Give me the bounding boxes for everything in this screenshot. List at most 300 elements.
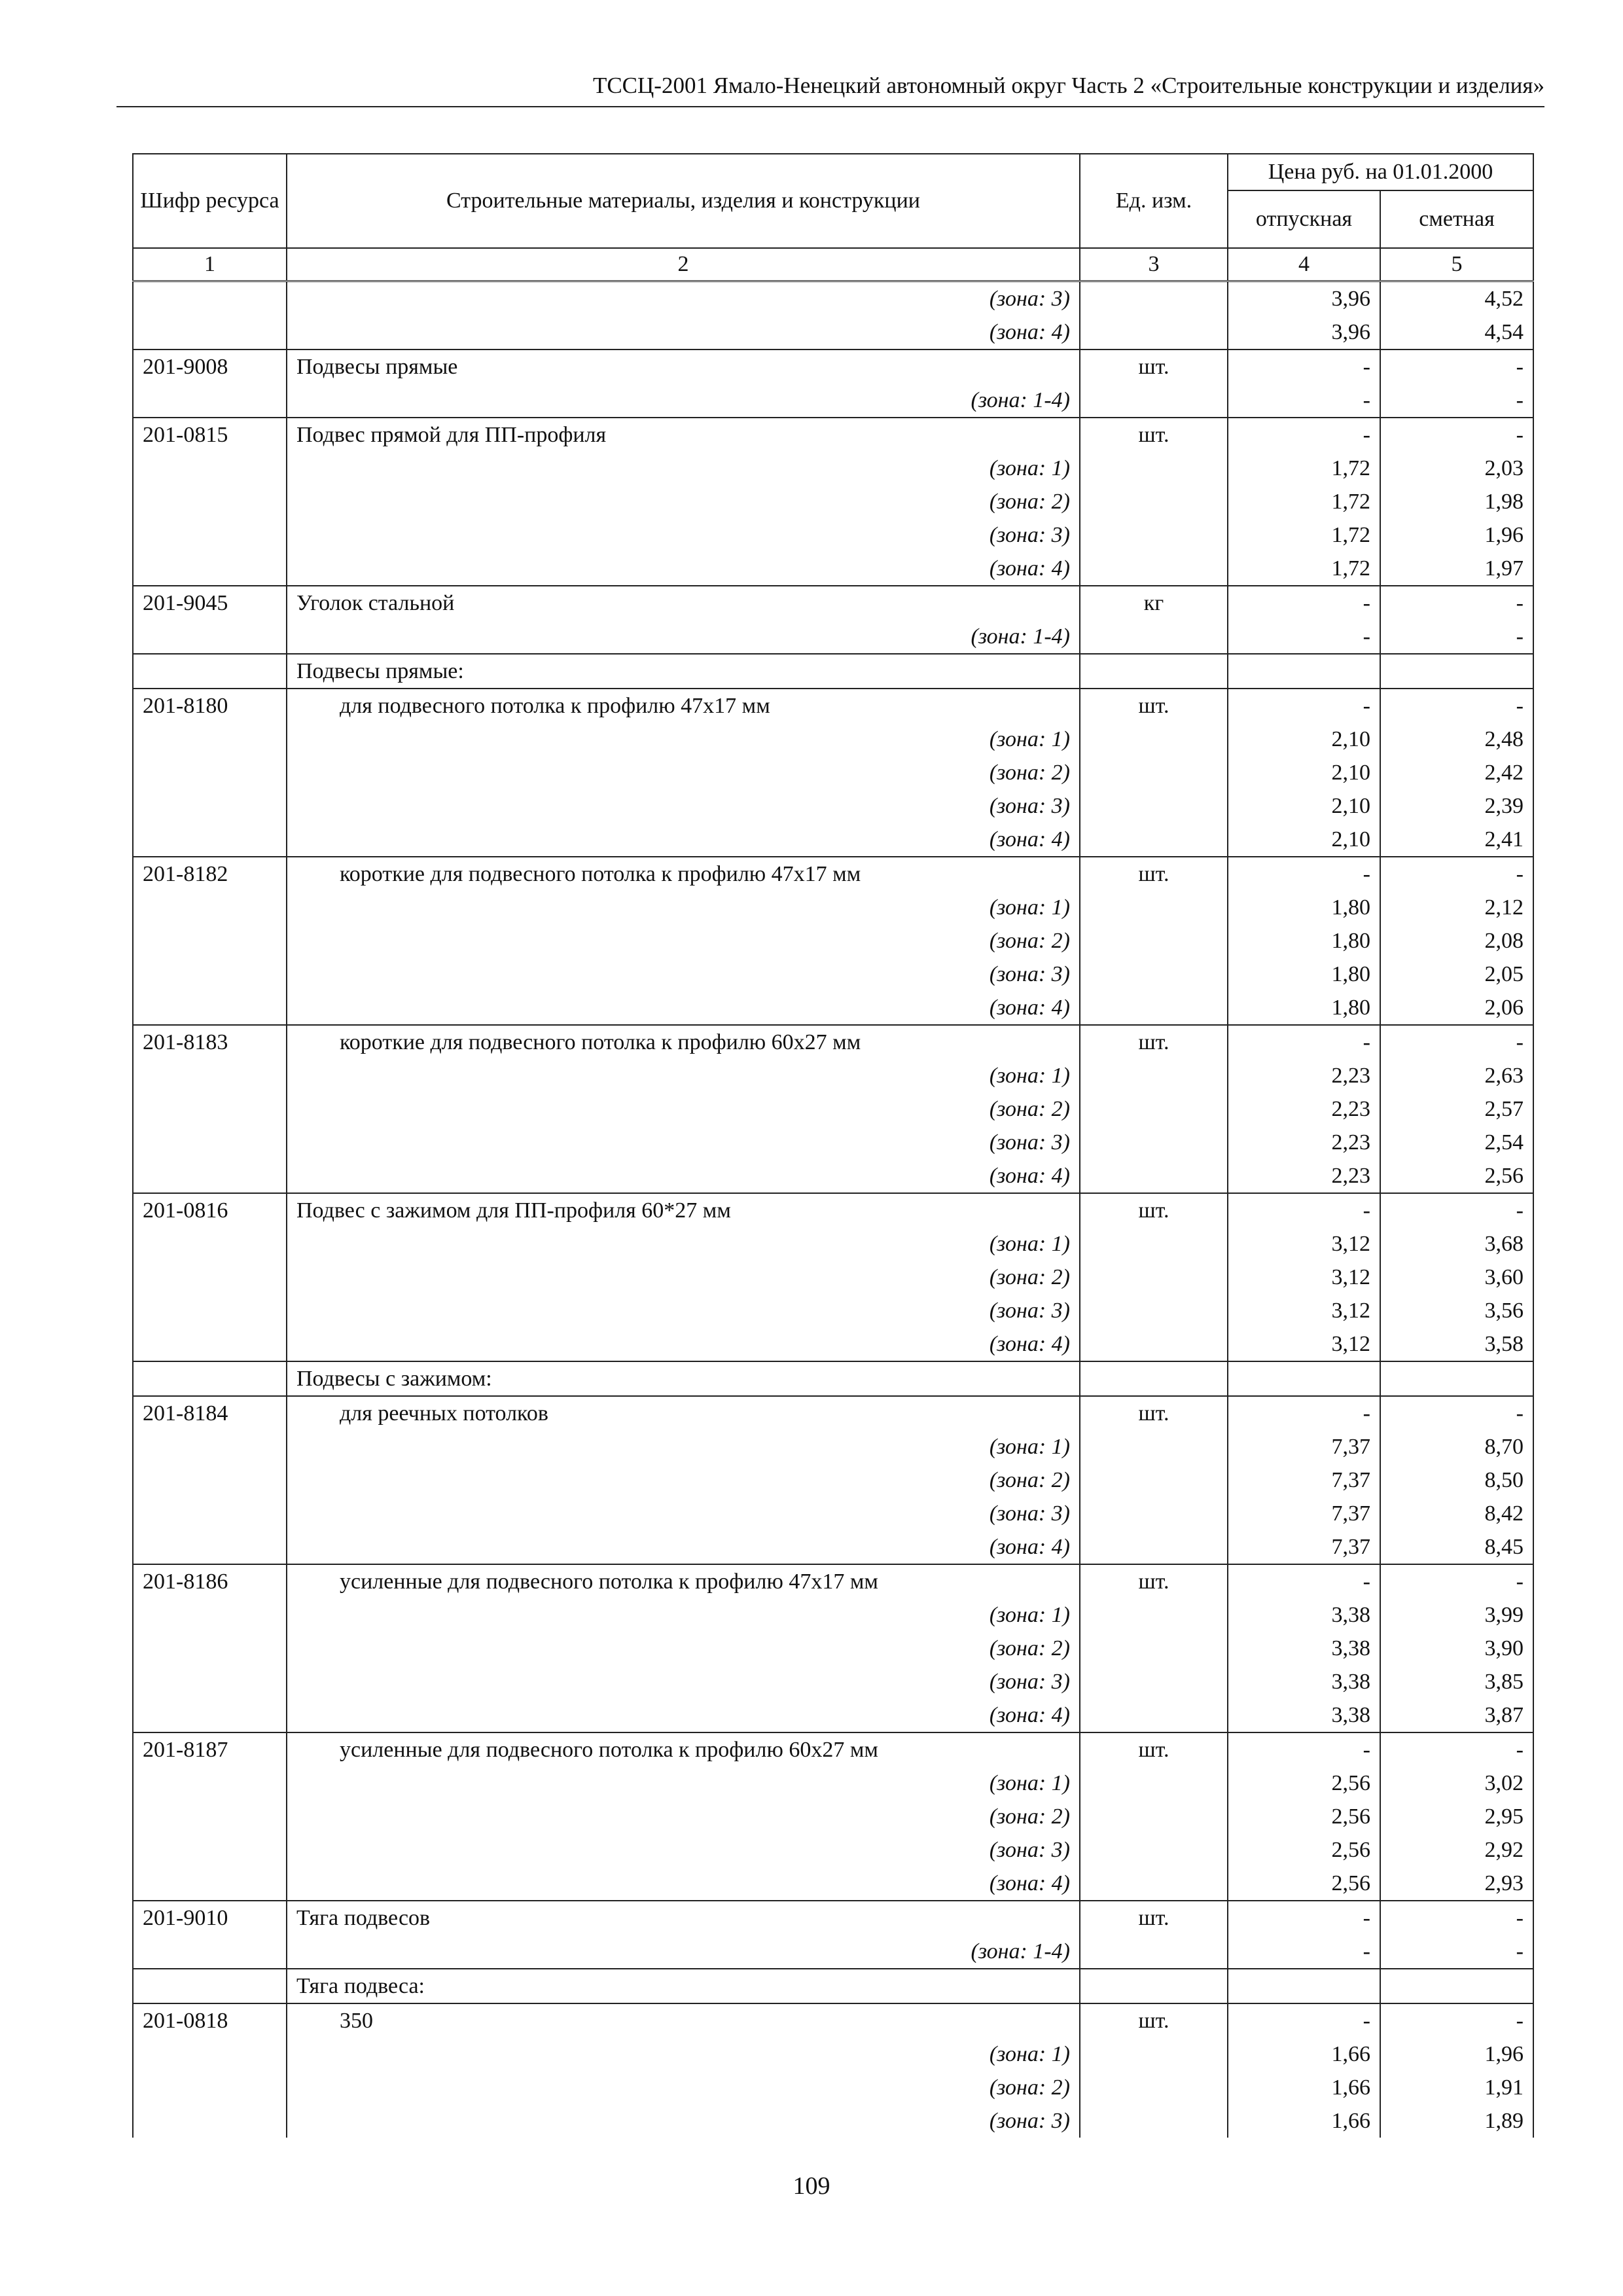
resource-code: 201-8183 bbox=[133, 1025, 287, 1059]
estimate-price: 1,96 bbox=[1380, 2037, 1533, 2071]
release-price: - bbox=[1228, 1396, 1380, 1430]
unit-cell: шт. bbox=[1080, 1732, 1228, 1767]
zone-label: (зона: 4) bbox=[287, 1327, 1080, 1361]
zone-label: (зона: 2) bbox=[287, 1261, 1080, 1294]
unit-cell: шт. bbox=[1080, 1564, 1228, 1598]
release-price bbox=[1228, 1361, 1380, 1396]
unit-cell bbox=[1080, 1126, 1228, 1159]
unit-cell: кг bbox=[1080, 586, 1228, 620]
zone-price-row bbox=[133, 924, 1533, 958]
unit-cell bbox=[1080, 789, 1228, 823]
release-price: 1,80 bbox=[1228, 958, 1380, 991]
resource-code bbox=[133, 315, 287, 350]
release-price bbox=[1228, 1969, 1380, 2003]
zone-label: (зона: 1) bbox=[287, 891, 1080, 924]
resource-code: 201-8182 bbox=[133, 857, 287, 891]
zone-label: (зона: 1) bbox=[287, 1767, 1080, 1800]
unit-cell bbox=[1080, 1430, 1228, 1463]
resource-code: 201-8187 bbox=[133, 1732, 287, 1767]
price-table bbox=[132, 153, 1534, 2138]
zone-price-row bbox=[133, 789, 1533, 823]
resource-code bbox=[133, 1361, 287, 1396]
group-heading: Подвесы с зажимом: bbox=[287, 1361, 1080, 1396]
estimate-price: 2,12 bbox=[1380, 891, 1533, 924]
resource-code bbox=[133, 1867, 287, 1901]
estimate-price: - bbox=[1380, 586, 1533, 620]
unit-cell bbox=[1080, 1497, 1228, 1530]
estimate-price: 3,56 bbox=[1380, 1294, 1533, 1327]
column-number: 2 bbox=[287, 248, 1080, 281]
release-price: 7,37 bbox=[1228, 1430, 1380, 1463]
column-header-name: Строительные материалы, изделия и конструкции bbox=[287, 154, 1080, 248]
unit-cell bbox=[1080, 2071, 1228, 2104]
unit-cell bbox=[1080, 1665, 1228, 1698]
resource-code bbox=[133, 1767, 287, 1800]
estimate-price: - bbox=[1380, 689, 1533, 723]
release-price: 1,66 bbox=[1228, 2104, 1380, 2138]
resource-code bbox=[133, 756, 287, 789]
resource-code bbox=[133, 1800, 287, 1833]
release-price: 1,80 bbox=[1228, 991, 1380, 1025]
resource-code bbox=[133, 1092, 287, 1126]
column-number: 4 bbox=[1228, 248, 1380, 281]
estimate-price: - bbox=[1380, 2003, 1533, 2037]
resource-code bbox=[133, 452, 287, 485]
estimate-price: 2,54 bbox=[1380, 1126, 1533, 1159]
zone-price-row bbox=[133, 1665, 1533, 1698]
resource-code bbox=[133, 2037, 287, 2071]
unit-cell bbox=[1080, 991, 1228, 1025]
resource-code bbox=[133, 789, 287, 823]
zone-price-row bbox=[133, 1767, 1533, 1800]
resource-code bbox=[133, 1969, 287, 2003]
unit-cell: шт. bbox=[1080, 418, 1228, 452]
estimate-price: 2,05 bbox=[1380, 958, 1533, 991]
estimate-price: 3,85 bbox=[1380, 1665, 1533, 1698]
zone-label: (зона: 2) bbox=[287, 2071, 1080, 2104]
zone-label: (зона: 2) bbox=[287, 485, 1080, 518]
zone-price-row bbox=[133, 620, 1533, 654]
unit-cell bbox=[1080, 552, 1228, 586]
estimate-price: - bbox=[1380, 1935, 1533, 1969]
zone-price-row bbox=[133, 1598, 1533, 1632]
estimate-price: 3,58 bbox=[1380, 1327, 1533, 1361]
unit-cell bbox=[1080, 958, 1228, 991]
zone-price-row bbox=[133, 756, 1533, 789]
estimate-price: - bbox=[1380, 1025, 1533, 1059]
column-header-code: Шифр ресурса bbox=[133, 154, 287, 248]
estimate-price: 3,90 bbox=[1380, 1632, 1533, 1665]
zone-label: (зона: 3) bbox=[287, 1497, 1080, 1530]
unit-cell bbox=[1080, 1935, 1228, 1969]
material-name: 350 bbox=[287, 2003, 1080, 2037]
estimate-price: 3,68 bbox=[1380, 1227, 1533, 1261]
resource-code: 201-8186 bbox=[133, 1564, 287, 1598]
group-heading-row bbox=[133, 1361, 1533, 1396]
column-numbers-row bbox=[133, 248, 1533, 281]
resource-code: 201-8180 bbox=[133, 689, 287, 723]
estimate-price: 1,98 bbox=[1380, 485, 1533, 518]
release-price: - bbox=[1228, 1732, 1380, 1767]
release-price: 1,66 bbox=[1228, 2037, 1380, 2071]
zone-price-row bbox=[133, 1497, 1533, 1530]
release-price: - bbox=[1228, 1564, 1380, 1598]
zone-price-row bbox=[133, 1227, 1533, 1261]
zone-label: (зона: 2) bbox=[287, 1463, 1080, 1497]
material-name: Подвесы прямые bbox=[287, 350, 1080, 384]
resource-code bbox=[133, 1935, 287, 1969]
material-name: короткие для подвесного потолка к профилю 60х27 мм bbox=[287, 1025, 1080, 1059]
column-header-release-price: отпускная bbox=[1228, 190, 1380, 248]
release-price: 2,56 bbox=[1228, 1800, 1380, 1833]
resource-code bbox=[133, 654, 287, 689]
zone-label: (зона: 4) bbox=[287, 552, 1080, 586]
estimate-price: 8,50 bbox=[1380, 1463, 1533, 1497]
group-heading: Подвесы прямые: bbox=[287, 654, 1080, 689]
release-price: 2,23 bbox=[1228, 1059, 1380, 1092]
estimate-price: - bbox=[1380, 384, 1533, 418]
release-price: - bbox=[1228, 586, 1380, 620]
zone-label: (зона: 1) bbox=[287, 1059, 1080, 1092]
estimate-price: 2,93 bbox=[1380, 1867, 1533, 1901]
unit-cell bbox=[1080, 485, 1228, 518]
unit-cell bbox=[1080, 1463, 1228, 1497]
resource-code bbox=[133, 1497, 287, 1530]
estimate-price: 8,42 bbox=[1380, 1497, 1533, 1530]
material-name: Подвес с зажимом для ПП-профиля 60*27 мм bbox=[287, 1193, 1080, 1227]
estimate-price: - bbox=[1380, 418, 1533, 452]
table-body bbox=[133, 281, 1533, 2138]
zone-label: (зона: 3) bbox=[287, 518, 1080, 552]
resource-code bbox=[133, 723, 287, 756]
zone-label: (зона: 2) bbox=[287, 924, 1080, 958]
release-price: 7,37 bbox=[1228, 1463, 1380, 1497]
unit-cell bbox=[1080, 384, 1228, 418]
release-price: - bbox=[1228, 1901, 1380, 1935]
material-name: для подвесного потолка к профилю 47х17 мм bbox=[287, 689, 1080, 723]
group-heading-row bbox=[133, 654, 1533, 689]
resource-row bbox=[133, 857, 1533, 891]
zone-price-row bbox=[133, 518, 1533, 552]
estimate-price: - bbox=[1380, 1193, 1533, 1227]
resource-code: 201-9010 bbox=[133, 1901, 287, 1935]
estimate-price: 1,97 bbox=[1380, 552, 1533, 586]
release-price: 2,10 bbox=[1228, 756, 1380, 789]
release-price: - bbox=[1228, 689, 1380, 723]
estimate-price: - bbox=[1380, 1396, 1533, 1430]
group-heading: Тяга подвеса: bbox=[287, 1969, 1080, 2003]
material-name: для реечных потолков bbox=[287, 1396, 1080, 1430]
unit-cell bbox=[1080, 2037, 1228, 2071]
estimate-price: - bbox=[1380, 620, 1533, 654]
unit-cell bbox=[1080, 891, 1228, 924]
zone-label: (зона: 1) bbox=[287, 452, 1080, 485]
resource-code bbox=[133, 924, 287, 958]
zone-label: (зона: 4) bbox=[287, 1530, 1080, 1564]
resource-row bbox=[133, 1025, 1533, 1059]
zone-label: (зона: 1-4) bbox=[287, 620, 1080, 654]
release-price: 3,38 bbox=[1228, 1665, 1380, 1698]
release-price: 3,38 bbox=[1228, 1598, 1380, 1632]
column-header-unit: Ед. изм. bbox=[1080, 154, 1228, 248]
unit-cell bbox=[1080, 1159, 1228, 1193]
zone-price-row bbox=[133, 1833, 1533, 1867]
resource-code bbox=[133, 384, 287, 418]
zone-label: (зона: 4) bbox=[287, 991, 1080, 1025]
release-price: 7,37 bbox=[1228, 1497, 1380, 1530]
estimate-price: 2,06 bbox=[1380, 991, 1533, 1025]
zone-price-row bbox=[133, 1159, 1533, 1193]
release-price: 3,96 bbox=[1228, 281, 1380, 316]
zone-label: (зона: 1) bbox=[287, 1227, 1080, 1261]
zone-price-row bbox=[133, 315, 1533, 350]
resource-code: 201-9008 bbox=[133, 350, 287, 384]
zone-label: (зона: 1) bbox=[287, 1430, 1080, 1463]
estimate-price: 2,08 bbox=[1380, 924, 1533, 958]
zone-price-row bbox=[133, 2104, 1533, 2138]
zone-price-row bbox=[133, 1530, 1533, 1564]
zone-price-row bbox=[133, 823, 1533, 857]
unit-cell bbox=[1080, 1261, 1228, 1294]
release-price: 1,80 bbox=[1228, 924, 1380, 958]
release-price: 2,10 bbox=[1228, 823, 1380, 857]
resource-code bbox=[133, 1698, 287, 1732]
estimate-price: 2,48 bbox=[1380, 723, 1533, 756]
resource-code bbox=[133, 823, 287, 857]
release-price: 3,12 bbox=[1228, 1261, 1380, 1294]
release-price: 1,72 bbox=[1228, 485, 1380, 518]
release-price: 1,72 bbox=[1228, 518, 1380, 552]
release-price: 2,23 bbox=[1228, 1092, 1380, 1126]
zone-price-row bbox=[133, 552, 1533, 586]
zone-label: (зона: 4) bbox=[287, 1698, 1080, 1732]
release-price: - bbox=[1228, 1193, 1380, 1227]
estimate-price: 2,03 bbox=[1380, 452, 1533, 485]
resource-row bbox=[133, 1732, 1533, 1767]
column-number: 1 bbox=[133, 248, 287, 281]
running-header: ТССЦ-2001 Ямало-Ненецкий автономный округ Часть 2 «Строительные конструкции и изделия» bbox=[116, 71, 1544, 107]
unit-cell bbox=[1080, 1800, 1228, 1833]
resource-code: 201-9045 bbox=[133, 586, 287, 620]
unit-cell bbox=[1080, 1092, 1228, 1126]
zone-label: (зона: 1-4) bbox=[287, 384, 1080, 418]
unit-cell bbox=[1080, 1969, 1228, 2003]
unit-cell bbox=[1080, 1833, 1228, 1867]
estimate-price: 3,87 bbox=[1380, 1698, 1533, 1732]
estimate-price: - bbox=[1380, 350, 1533, 384]
zone-price-row bbox=[133, 1935, 1533, 1969]
zone-label: (зона: 3) bbox=[287, 1833, 1080, 1867]
release-price: - bbox=[1228, 384, 1380, 418]
zone-label: (зона: 3) bbox=[287, 1126, 1080, 1159]
resource-row bbox=[133, 350, 1533, 384]
resource-row bbox=[133, 689, 1533, 723]
resource-code bbox=[133, 1261, 287, 1294]
release-price: 2,56 bbox=[1228, 1833, 1380, 1867]
estimate-price: 1,96 bbox=[1380, 518, 1533, 552]
zone-label: (зона: 4) bbox=[287, 1867, 1080, 1901]
release-price: - bbox=[1228, 2003, 1380, 2037]
release-price: 2,10 bbox=[1228, 723, 1380, 756]
zone-price-row bbox=[133, 1059, 1533, 1092]
unit-cell bbox=[1080, 723, 1228, 756]
resource-row bbox=[133, 2003, 1533, 2037]
unit-cell bbox=[1080, 1294, 1228, 1327]
release-price: 3,38 bbox=[1228, 1632, 1380, 1665]
resource-code bbox=[133, 1833, 287, 1867]
resource-code: 201-0818 bbox=[133, 2003, 287, 2037]
resource-code: 201-0816 bbox=[133, 1193, 287, 1227]
resource-code bbox=[133, 1227, 287, 1261]
unit-cell bbox=[1080, 281, 1228, 316]
material-name: короткие для подвесного потолка к профилю 47х17 мм bbox=[287, 857, 1080, 891]
resource-code bbox=[133, 2071, 287, 2104]
resource-code bbox=[133, 1327, 287, 1361]
release-price: 1,72 bbox=[1228, 452, 1380, 485]
zone-price-row bbox=[133, 891, 1533, 924]
resource-code bbox=[133, 1059, 287, 1092]
unit-cell bbox=[1080, 2104, 1228, 2138]
resource-code bbox=[133, 485, 287, 518]
estimate-price: 3,60 bbox=[1380, 1261, 1533, 1294]
zone-price-row bbox=[133, 1463, 1533, 1497]
estimate-price: 2,92 bbox=[1380, 1833, 1533, 1867]
estimate-price bbox=[1380, 1969, 1533, 2003]
zone-label: (зона: 1) bbox=[287, 2037, 1080, 2071]
resource-code bbox=[133, 1632, 287, 1665]
unit-cell bbox=[1080, 315, 1228, 350]
zone-price-row bbox=[133, 1430, 1533, 1463]
release-price: 2,10 bbox=[1228, 789, 1380, 823]
release-price: 3,12 bbox=[1228, 1327, 1380, 1361]
estimate-price bbox=[1380, 654, 1533, 689]
unit-cell: шт. bbox=[1080, 857, 1228, 891]
unit-cell bbox=[1080, 1598, 1228, 1632]
material-name: усиленные для подвесного потолка к профилю 47х17 мм bbox=[287, 1564, 1080, 1598]
zone-label: (зона: 1) bbox=[287, 723, 1080, 756]
unit-cell bbox=[1080, 1327, 1228, 1361]
estimate-price: 4,52 bbox=[1380, 281, 1533, 316]
estimate-price bbox=[1380, 1361, 1533, 1396]
unit-cell bbox=[1080, 1059, 1228, 1092]
zone-price-row bbox=[133, 1632, 1533, 1665]
estimate-price: 3,99 bbox=[1380, 1598, 1533, 1632]
release-price: - bbox=[1228, 418, 1380, 452]
zone-label: (зона: 1) bbox=[287, 1598, 1080, 1632]
resource-row bbox=[133, 586, 1533, 620]
zone-price-row bbox=[133, 991, 1533, 1025]
release-price: 1,72 bbox=[1228, 552, 1380, 586]
estimate-price: 2,41 bbox=[1380, 823, 1533, 857]
unit-cell: шт. bbox=[1080, 689, 1228, 723]
release-price: - bbox=[1228, 350, 1380, 384]
zone-label: (зона: 2) bbox=[287, 1800, 1080, 1833]
resource-code bbox=[133, 1159, 287, 1193]
release-price: - bbox=[1228, 620, 1380, 654]
column-number: 5 bbox=[1380, 248, 1533, 281]
resource-code bbox=[133, 1665, 287, 1698]
column-header-price-group: Цена руб. на 01.01.2000 bbox=[1228, 154, 1533, 190]
unit-cell: шт. bbox=[1080, 1396, 1228, 1430]
resource-code bbox=[133, 1430, 287, 1463]
zone-price-row bbox=[133, 1294, 1533, 1327]
release-price: 1,80 bbox=[1228, 891, 1380, 924]
zone-price-row bbox=[133, 281, 1533, 316]
resource-code bbox=[133, 1294, 287, 1327]
column-number: 3 bbox=[1080, 248, 1228, 281]
unit-cell bbox=[1080, 823, 1228, 857]
unit-cell: шт. bbox=[1080, 1901, 1228, 1935]
material-name: усиленные для подвесного потолка к профилю 60х27 мм bbox=[287, 1732, 1080, 1767]
unit-cell bbox=[1080, 756, 1228, 789]
resource-code bbox=[133, 518, 287, 552]
resource-code: 201-0815 bbox=[133, 418, 287, 452]
resource-row bbox=[133, 1396, 1533, 1430]
zone-label: (зона: 3) bbox=[287, 1665, 1080, 1698]
zone-label: (зона: 1-4) bbox=[287, 1935, 1080, 1969]
resource-code bbox=[133, 281, 287, 316]
estimate-price: - bbox=[1380, 1732, 1533, 1767]
zone-label: (зона: 3) bbox=[287, 281, 1080, 316]
resource-code: 201-8184 bbox=[133, 1396, 287, 1430]
estimate-price: 2,57 bbox=[1380, 1092, 1533, 1126]
zone-price-row bbox=[133, 1327, 1533, 1361]
unit-cell: шт. bbox=[1080, 1025, 1228, 1059]
zone-label: (зона: 2) bbox=[287, 1092, 1080, 1126]
resource-code bbox=[133, 1463, 287, 1497]
unit-cell: шт. bbox=[1080, 350, 1228, 384]
zone-price-row bbox=[133, 1698, 1533, 1732]
release-price: 3,12 bbox=[1228, 1227, 1380, 1261]
zone-label: (зона: 3) bbox=[287, 1294, 1080, 1327]
resource-code bbox=[133, 620, 287, 654]
resource-row bbox=[133, 418, 1533, 452]
zone-price-row bbox=[133, 958, 1533, 991]
unit-cell: шт. bbox=[1080, 2003, 1228, 2037]
release-price: 2,23 bbox=[1228, 1159, 1380, 1193]
estimate-price: 1,91 bbox=[1380, 2071, 1533, 2104]
zone-label: (зона: 4) bbox=[287, 315, 1080, 350]
release-price: 2,56 bbox=[1228, 1767, 1380, 1800]
zone-price-row bbox=[133, 1126, 1533, 1159]
estimate-price: 3,02 bbox=[1380, 1767, 1533, 1800]
zone-price-row bbox=[133, 2071, 1533, 2104]
release-price: 1,66 bbox=[1228, 2071, 1380, 2104]
release-price: - bbox=[1228, 857, 1380, 891]
unit-cell: шт. bbox=[1080, 1193, 1228, 1227]
zone-price-row bbox=[133, 452, 1533, 485]
unit-cell bbox=[1080, 518, 1228, 552]
estimate-price: - bbox=[1380, 857, 1533, 891]
unit-cell bbox=[1080, 1361, 1228, 1396]
release-price bbox=[1228, 654, 1380, 689]
resource-code bbox=[133, 958, 287, 991]
estimate-price: 8,70 bbox=[1380, 1430, 1533, 1463]
zone-label: (зона: 3) bbox=[287, 958, 1080, 991]
unit-cell bbox=[1080, 1227, 1228, 1261]
material-name: Уголок стальной bbox=[287, 586, 1080, 620]
zone-label: (зона: 4) bbox=[287, 823, 1080, 857]
estimate-price: 2,95 bbox=[1380, 1800, 1533, 1833]
release-price: 2,56 bbox=[1228, 1867, 1380, 1901]
unit-cell bbox=[1080, 620, 1228, 654]
zone-price-row bbox=[133, 1867, 1533, 1901]
resource-code bbox=[133, 1598, 287, 1632]
column-header-estimate-price: сметная bbox=[1380, 190, 1533, 248]
unit-cell bbox=[1080, 1767, 1228, 1800]
release-price: 3,12 bbox=[1228, 1294, 1380, 1327]
resource-row bbox=[133, 1564, 1533, 1598]
